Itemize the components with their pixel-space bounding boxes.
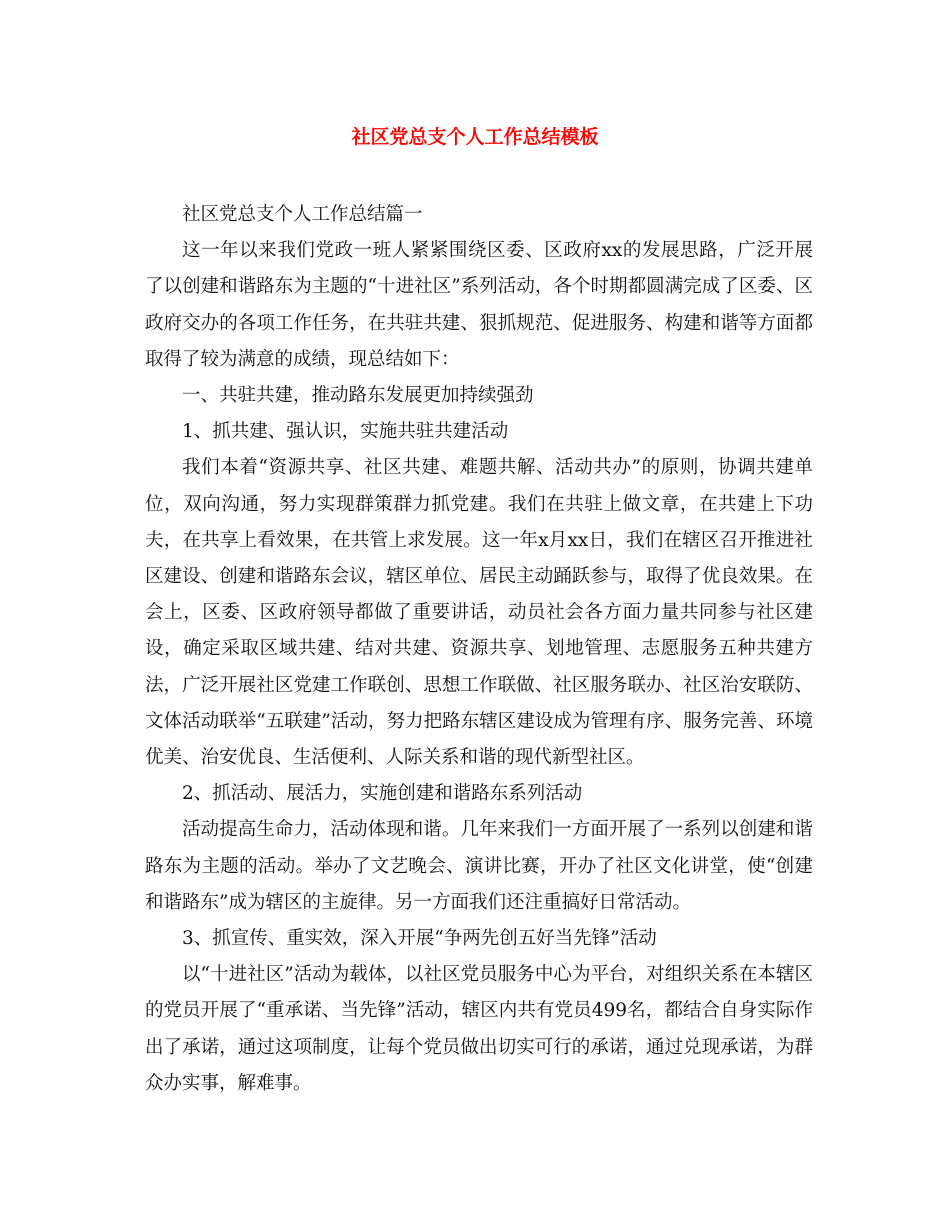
paragraph: 我们本着“资源共享、社区共建、难题共解、活动共办”的原则，协调共建单位，双向沟通，努力实现群策群力抓党建。我们在共驻上做文章，在共建上下功夫，在共享上看效果，在共管上求发展。这一年x月xx日，我们在辖区召开推进社区建设、创建和谐路东会议，辖区单位、居民主动踊跃参与，取得了优良效果。在会上，区委、区政府领导都做了重要讲话，动员社会各方面力量共同参与社区建设，确定采取区域共建、结对共建、资源共享、划地管理、志愿服务五种共建方法，广泛开展社区党建工作联创、思想工作联做、社区服务联办、社区治安联防、文体活动联举“五联建”活动，努力把路东辖区建设成为管理有序、服务完善、环境优美、治安优良、生活便利、人际关系和谐的现代新型社区。 (145, 457, 813, 769)
subsection-heading: 3、抓宣传、重实效，深入开展“争两先创五好当先锋”活动 (182, 928, 657, 950)
paragraph: 这一年以来我们党政一班人紧紧围绕区委、区政府xx的发展思路，广泛开展了以创建和谐路东为主题的“十进社区”系列活动，各个时期都圆满完成了区委、区政府交办的各项工作任务，在共驻共建、狠抓规范、促进服务、构建和谐等方面都取得了较为满意的成绩，现总结如下： (145, 240, 813, 370)
document-title: 社区党总支个人工作总结模板 (351, 126, 599, 148)
document-body (145, 197, 813, 1102)
paragraph: 活动提高生命力，活动体现和谐。几年来我们一方面开展了一系列以创建和谐路东为主题的活动。举办了文艺晚会、演讲比赛，开办了社区文化讲堂，使“创建和谐路东”成为辖区的主旋律。另一方面我们还注重搞好日常活动。 (145, 819, 813, 913)
subsection-heading: 2、抓活动、展活力，实施创建和谐路东系列活动 (182, 783, 583, 805)
subsection-heading: 1、抓共建、强认识，实施共驻共建活动 (182, 421, 509, 443)
section-heading: 一、共驻共建，推动路东发展更加持续强劲 (182, 385, 534, 407)
paragraph: 以“十进社区”活动为载体，以社区党员服务中心为平台，对组织关系在本辖区的党员开展了“重承诺、当先锋”活动，辖区内共有党员499名，都结合自身实际作出了承诺，通过这项制度，让每个党员做出切实可行的承诺，通过兑现承诺，为群众办实事，解难事。 (145, 964, 813, 1094)
section-heading: 社区党总支个人工作总结篇一 (182, 204, 423, 225)
